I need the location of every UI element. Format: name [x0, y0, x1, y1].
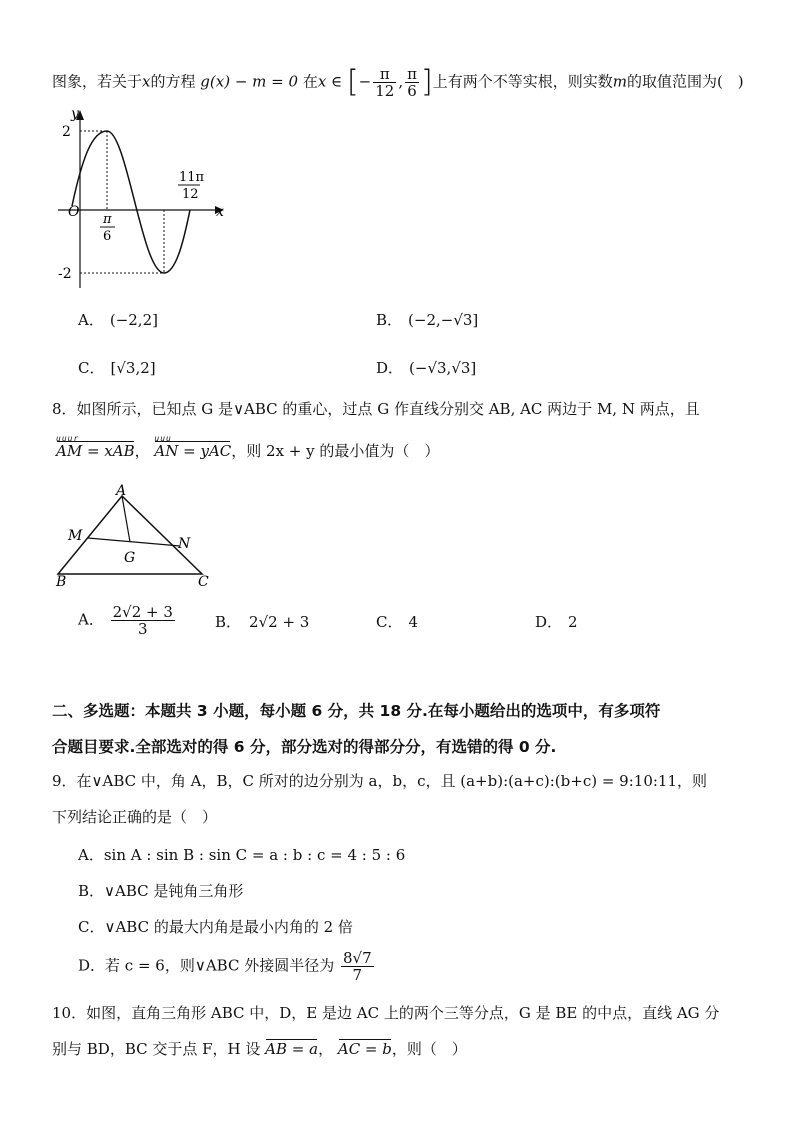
q7-stem: 图象，若关于x的方程 g(x) − m = 0 在x ∈ [− $\frac{\pi}{12}$ , $\frac{\pi}{6}$ ]上有两个不等实根，则实数m的取值范围为( ) — [52, 64, 744, 100]
q9-option-a[interactable]: A．sin A : sin B : sin C = a : b : c = 4 : 5 : 6 — [78, 846, 406, 864]
q8-option-c[interactable]: C． 4 — [376, 613, 419, 631]
interval-left-fraction: $\frac{\pi}{12}$ — [375, 65, 395, 100]
q7-option-c[interactable]: C． [√3,2] — [78, 359, 156, 377]
y-axis-label: y — [71, 106, 79, 122]
label-a: A — [116, 483, 127, 499]
x1-num: π — [103, 212, 112, 227]
q8-option-a[interactable]: A． $\frac{2√2 + 3}{3}$ — [78, 603, 173, 638]
q8-option-d[interactable]: D． 2 — [535, 613, 578, 631]
circumradius-fraction: $\frac{8√7}{7}$ — [342, 949, 372, 984]
tick-bottom-label: -2 — [58, 266, 72, 282]
origin-label: O — [68, 204, 80, 220]
q7-option-a[interactable]: A． (−2,2] — [78, 311, 158, 329]
q9-line1: 9．在∨ABC 中，角 A，B，C 所对的边分别为 a，b，c，且 (a+b):(a+c):(b+c) = 9:10:11，则 — [52, 772, 707, 790]
q8-option-b[interactable]: B． 2√2 + 3 — [215, 613, 310, 631]
sine-curve — [72, 131, 190, 273]
x1-den: 6 — [103, 229, 112, 244]
q10-line2: 别与 BD，BC 交于点 F，H 设 AB = a， AC = b，则（ ） — [52, 1040, 467, 1058]
x2-num: 11π — [179, 170, 205, 185]
q8-option-a-fraction: $\frac{2√2 + 3}{3}$ — [112, 603, 173, 638]
q9-line2: 下列结论正确的是（ ） — [52, 808, 218, 826]
vector-an-eq: uuu AN = yAC — [154, 434, 232, 460]
q7-sine-graph — [52, 104, 242, 294]
q7-option-b[interactable]: B． (−2,−√3] — [376, 311, 479, 329]
label-b: B — [56, 574, 67, 588]
section2-heading-line2: 合题目要求.全部选对的得 6 分，部分选对的得部分分，有选错的得 0 分. — [52, 738, 557, 756]
q9-option-c[interactable]: C．∨ABC 的最大内角是最小内角的 2 倍 — [78, 918, 353, 936]
vector-am-eq: uuur AM = xAB — [56, 434, 135, 460]
interval-right-fraction: $\frac{\pi}{6}$ — [407, 65, 417, 100]
x-axis-label: x — [216, 204, 224, 220]
q8-line2: uuur AM = xAB， uuu AN = yAC，则 2x + y 的最小值为（ ） — [56, 434, 440, 460]
q8-line1: 8．如图所示，已知点 G 是∨ABC 的重心，过点 G 作直线分别交 AB, AC 两边于 M, N 两点，且 — [52, 400, 700, 418]
label-c: C — [198, 574, 209, 588]
label-n: N — [178, 536, 191, 552]
vector-ac-eq: AC = b — [337, 1040, 392, 1058]
label-g: G — [124, 550, 136, 566]
q7-option-d[interactable]: D． (−√3,√3] — [376, 359, 477, 377]
q10-line1: 10．如图，直角三角形 ABC 中，D，E 是边 AC 上的两个三等分点，G 是 BE 的中点，直线 AG 分 — [52, 1004, 720, 1022]
q9-option-d[interactable]: D．若 c = 6，则∨ABC 外接圆半径为 $\frac{8√7}{7}$ — [78, 949, 372, 984]
section2-heading-line1: 二、多选题：本题共 3 小题，每小题 6 分，共 18 分.在每小题给出的选项中，有多项符 — [52, 702, 661, 720]
x2-den: 12 — [182, 187, 199, 202]
q9-option-b[interactable]: B．∨ABC 是钝角三角形 — [78, 882, 244, 900]
label-m: M — [68, 528, 83, 544]
q8-triangle-figure — [52, 482, 222, 588]
vector-ab-eq: AB = a — [265, 1040, 319, 1058]
tick-top-label: 2 — [62, 124, 71, 140]
